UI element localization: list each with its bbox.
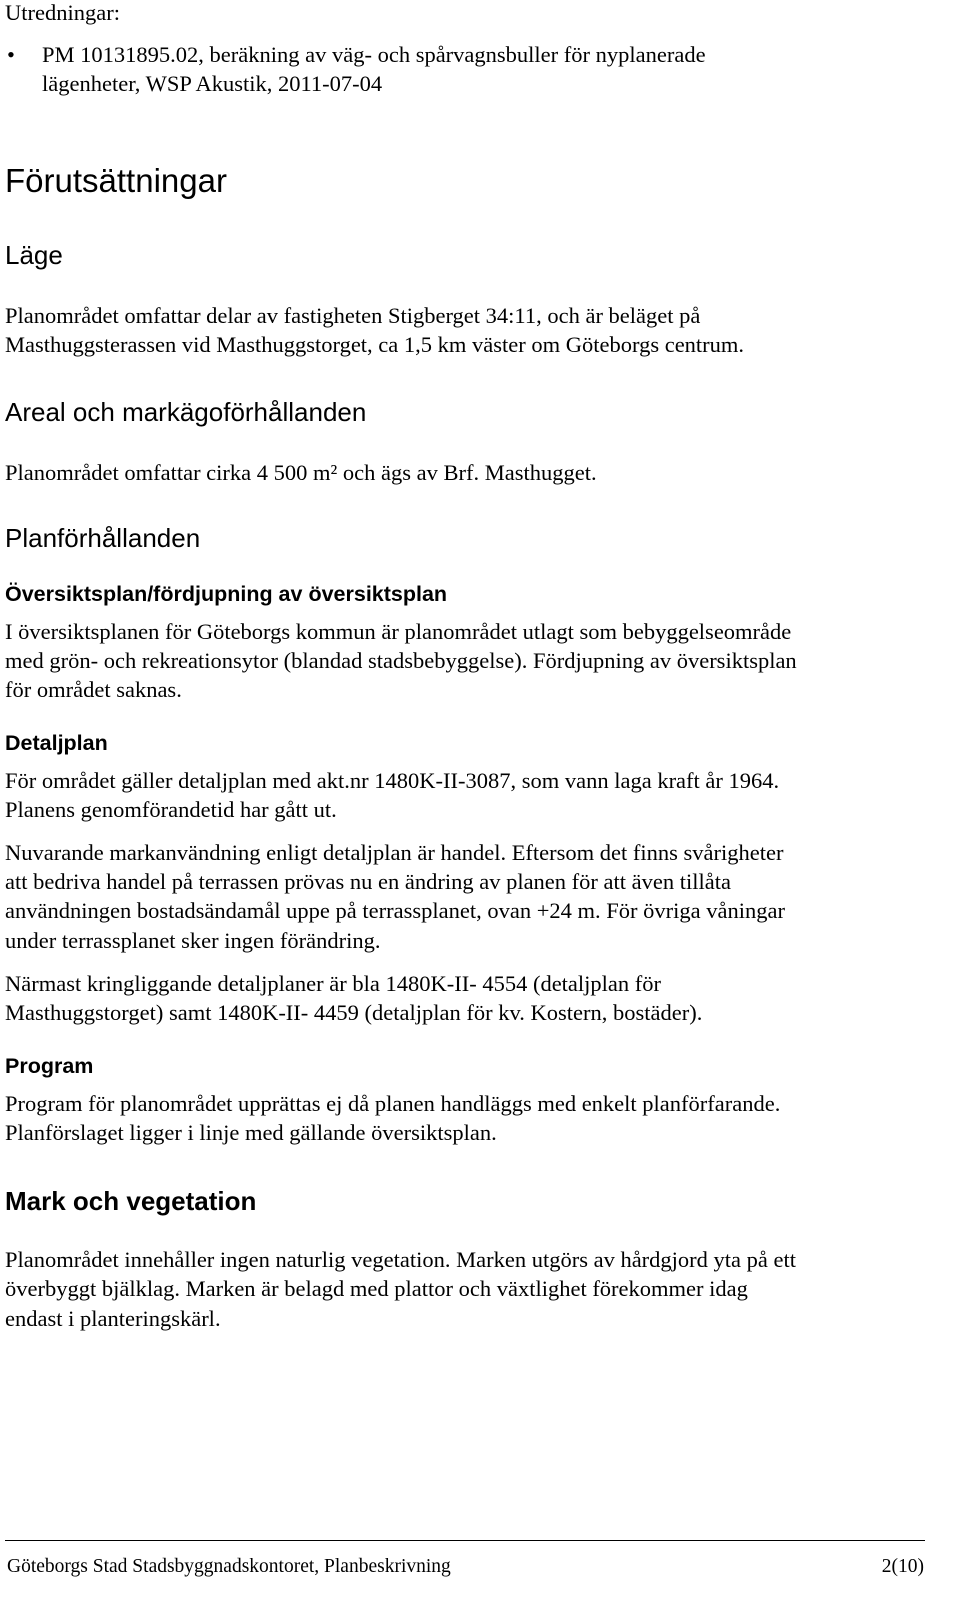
- vegetation-line2: överbyggt bjälklag. Marken är belagd med plattor och växtlighet förekommer idag: [5, 1276, 748, 1301]
- location-text-line1: Planområdet omfattar delar av fastigheten Stigberget 34:11, och är beläget på: [5, 303, 701, 328]
- location-text-line2: Masthuggsterassen vid Masthuggstorget, ca 1,5 km väster om Göteborgs centrum.: [5, 332, 745, 357]
- detail-plan-para1-line1: För området gäller detaljplan med akt.nr 1480K-II-3087, som vann laga kraft år 1964.: [5, 768, 780, 793]
- page-number: 2(10): [881, 1556, 924, 1577]
- investigation-item-line2: lägenheter, WSP Akustik, 2011-07-04: [42, 71, 383, 96]
- detail-plan-para2-line3: användningen bostadsändamål uppe på terrassplanet, ovan +24 m. För övriga våningar: [5, 898, 785, 923]
- detail-plan-para2-line2: att bedriva handel på terrassen prövas nu en ändring av planen för att även tillåta: [5, 869, 731, 894]
- detail-plan-heading: Detaljplan: [5, 731, 108, 755]
- overview-plan-line3: för området saknas.: [5, 677, 182, 702]
- footer-left-text: Göteborgs Stad Stadsbyggnadskontoret, Planbeskrivning: [7, 1556, 451, 1577]
- location-heading: Läge: [5, 240, 63, 270]
- vegetation-heading: Mark och vegetation: [5, 1186, 257, 1216]
- detail-plan-para3-line2: Masthuggstorget) samt 1480K-II- 4459 (detaljplan för kv. Kostern, bostäder).: [5, 1000, 703, 1025]
- program-line2: Planförslaget ligger i linje med gällande översiktsplan.: [5, 1120, 497, 1145]
- detail-plan-para3-line1: Närmast kringliggande detaljplaner är bla 1480K-II- 4554 (detaljplan för: [5, 971, 662, 996]
- program-heading: Program: [5, 1054, 94, 1078]
- investigations-heading: Utredningar:: [5, 0, 120, 25]
- area-text-line1: Planområdet omfattar cirka 4 500 m² och ägs av Brf. Masthugget.: [5, 460, 597, 485]
- vegetation-line3: endast i planteringskärl.: [5, 1306, 221, 1331]
- bullet-icon: •: [7, 42, 15, 67]
- detail-plan-para2-line1: Nuvarande markanvändning enligt detaljplan är handel. Eftersom det finns svårigheter: [5, 840, 784, 865]
- footer-divider: [5, 1540, 925, 1541]
- overview-plan-heading: Översiktsplan/fördjupning av översiktsplan: [5, 582, 448, 606]
- plan-conditions-heading: Planförhållanden: [5, 523, 201, 553]
- detail-plan-para2-line4: under terrassplanet sker ingen förändring.: [5, 928, 381, 953]
- overview-plan-line2: med grön- och rekreationsytor (blandad stadsbebyggelse). Fördjupning av översiktsplan: [5, 648, 797, 673]
- area-heading: Areal och markägoförhållanden: [5, 397, 367, 427]
- overview-plan-line1: I översiktsplanen för Göteborgs kommun är planområdet utlagt som bebyggelseområde: [5, 619, 792, 644]
- prerequisites-heading: Förutsättningar: [5, 162, 227, 199]
- vegetation-line1: Planområdet innehåller ingen naturlig vegetation. Marken utgörs av hårdgjord yta på ett: [5, 1247, 797, 1272]
- detail-plan-para1-line2: Planens genomförandetid har gått ut.: [5, 797, 337, 822]
- program-line1: Program för planområdet upprättas ej då planen handläggs med enkelt planförfarande.: [5, 1091, 781, 1116]
- investigation-item-line1: PM 10131895.02, beräkning av väg- och spårvagnsbuller för nyplanerade: [42, 42, 706, 67]
